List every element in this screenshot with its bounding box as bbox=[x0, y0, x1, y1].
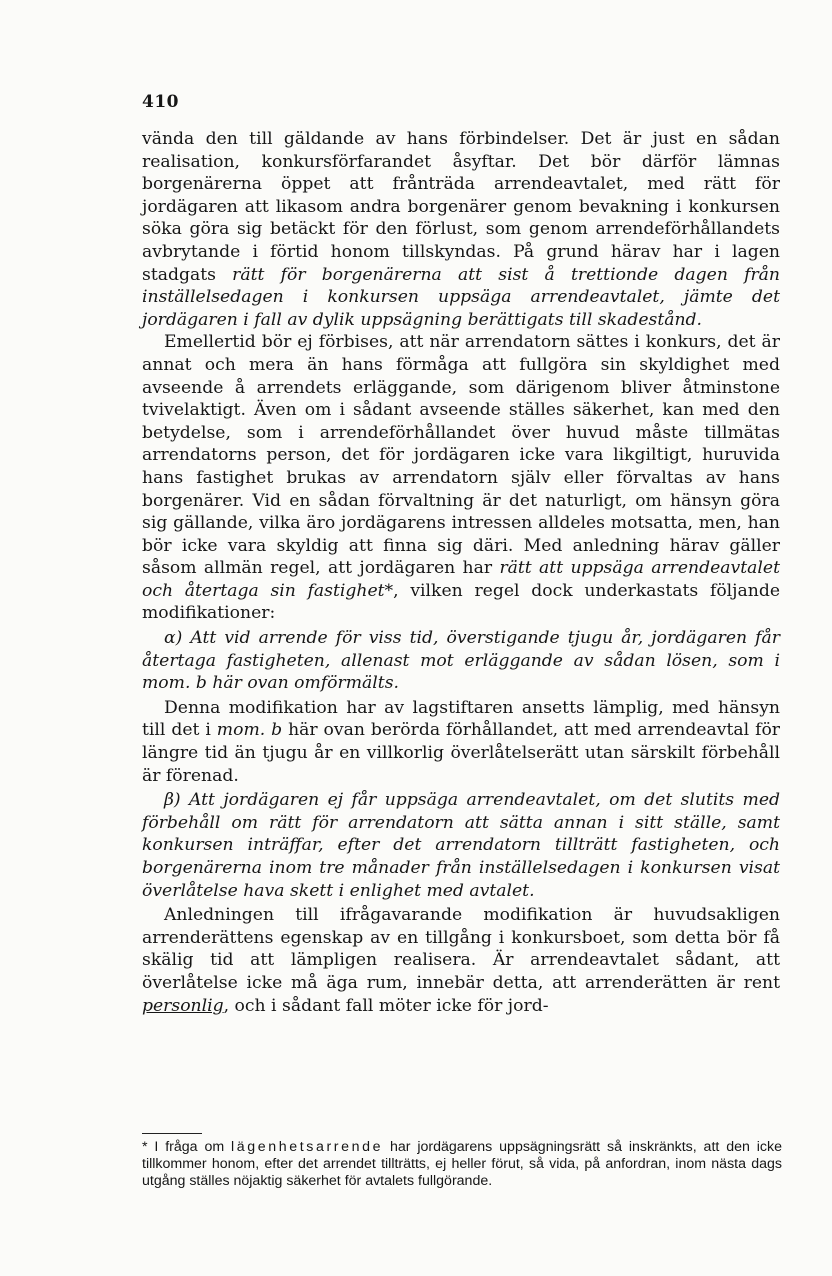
paragraph-realisation bbox=[142, 128, 780, 331]
page-number: 410 bbox=[142, 92, 179, 112]
text-segment: Anledningen till ifrågavarande modifikation är huvudsakligen arrenderättens egenskap av en tillgång i konkursboet, som detta bör få skälig tid att lämpligen realisera. Är arrendeavtalet sådant, att överlåtelse icke må äga rum, innebär detta, att arrenderätten är rent bbox=[142, 905, 780, 993]
footnote-marker: * I fråga om bbox=[142, 1139, 232, 1155]
footnote-spaced-term: lägenhetsarrende bbox=[231, 1139, 384, 1155]
text-segment-italic: rätt att uppsäga arrendeavtalet och återtaga sin fastighet* bbox=[142, 558, 780, 601]
modification-beta bbox=[142, 789, 780, 902]
text-segment-underlined: personlig bbox=[142, 995, 224, 1016]
text-segment-italic: mom. b bbox=[216, 720, 283, 741]
text-segment-italic: β) Att jordägaren ej får uppsäga arrendeavtalet, om det slutits med förbehåll om rätt för arrendatorn att sätta annan i sitt ställe, samt konkursen inträffar, efter det arrendatorn tillträtt fastigheten, och borgenärerna inom tre månader från inställelsedagen i konkursen visat överlåtelse hava skett i enlighet med avtalet. bbox=[142, 790, 780, 901]
body-text bbox=[142, 128, 780, 1017]
text-segment: , och i sådant fall möter icke för jord- bbox=[223, 995, 549, 1016]
modification-alpha bbox=[142, 627, 780, 695]
footnote-text: har jordägarens uppsägningsrätt så inskränkts, att den icke tillkommer honom, efter det arrendet tillträtts, ej heller förut, så vida, på anfordran, inom nästa dags utgång ställes nöjaktig säkerhet för avtalets fullgörande. bbox=[142, 1139, 782, 1189]
footnote-divider bbox=[142, 1133, 202, 1134]
footnote bbox=[142, 1139, 782, 1189]
text-segment: här ovan berörda förhållandet, att med arrendeavtal för längre tid än tjugu år en villkorlig överlåtelserätt utan särskilt förbehåll är förenad. bbox=[142, 720, 781, 786]
text-segment-italic: α) Att vid arrende för viss tid, överstigande tjugu år, jordägaren får återtaga fastigheten, allenast mot erläggande av sådan lösen, som i mom. b här ovan omförmälts. bbox=[142, 628, 780, 694]
text-segment: Emellertid bör ej förbises, att när arrendatorn sättes i konkurs, det är annat och mera än hans förmåga att fullgöra sin skyldighet med avseende å arrendets erläggande, som därigenom bliver åtminstone tvivelaktigt. Även om i sådant avseende ställes säkerhet, kan med den betydelse, som i arrendeförhållandet över huvud måste tillmätas arrendatorns person, det för jordägaren icke vara likgiltigt, huruvida hans fastighet brukas av arrendatorn själv eller förvaltas av hans borgenärer. Vid en sådan förvaltning är det naturligt, om hänsyn göra sig gällande, vilka äro jordägarens intressen alldeles motsatta, men, han bör icke vara skyldig att finna sig däri. Med anledning härav gäller såsom allmän regel, att jordägaren har bbox=[142, 332, 780, 579]
text-segment-italic: rätt för borgenärerna att sist å trettionde dagen från inställelsedagen i konkursen uppsäga arrendeavtalet, jämte det jordägaren i fall av dylik uppsägning berättigats till skadestånd. bbox=[142, 264, 780, 330]
paragraph-emellertid bbox=[142, 331, 780, 625]
paragraph-denna-modifikation bbox=[142, 697, 780, 787]
text-segment: vända den till gäldande av hans förbindelser. Det är just en sådan realisation, konkursförfarandet åsyftar. Det bör därför lämnas borgenärerna öppet att frånträda arrendeavtalet, med rätt för jordägaren att likasom andra borgenärer genom bevakning i konkursen söka göra sig betäckt för den förlust, som genom arrendeförhållandets avbrytande i förtid honom tillskyndas. På grund härav har i lagen stadgats bbox=[142, 129, 780, 285]
text-segment: , vilken regel dock underkastats följande modifikationer: bbox=[142, 580, 781, 624]
paragraph-anledningen bbox=[142, 904, 780, 1017]
text-segment: Denna modifikation har av lagstiftaren ansetts lämplig, med hänsyn till det i bbox=[142, 697, 780, 741]
